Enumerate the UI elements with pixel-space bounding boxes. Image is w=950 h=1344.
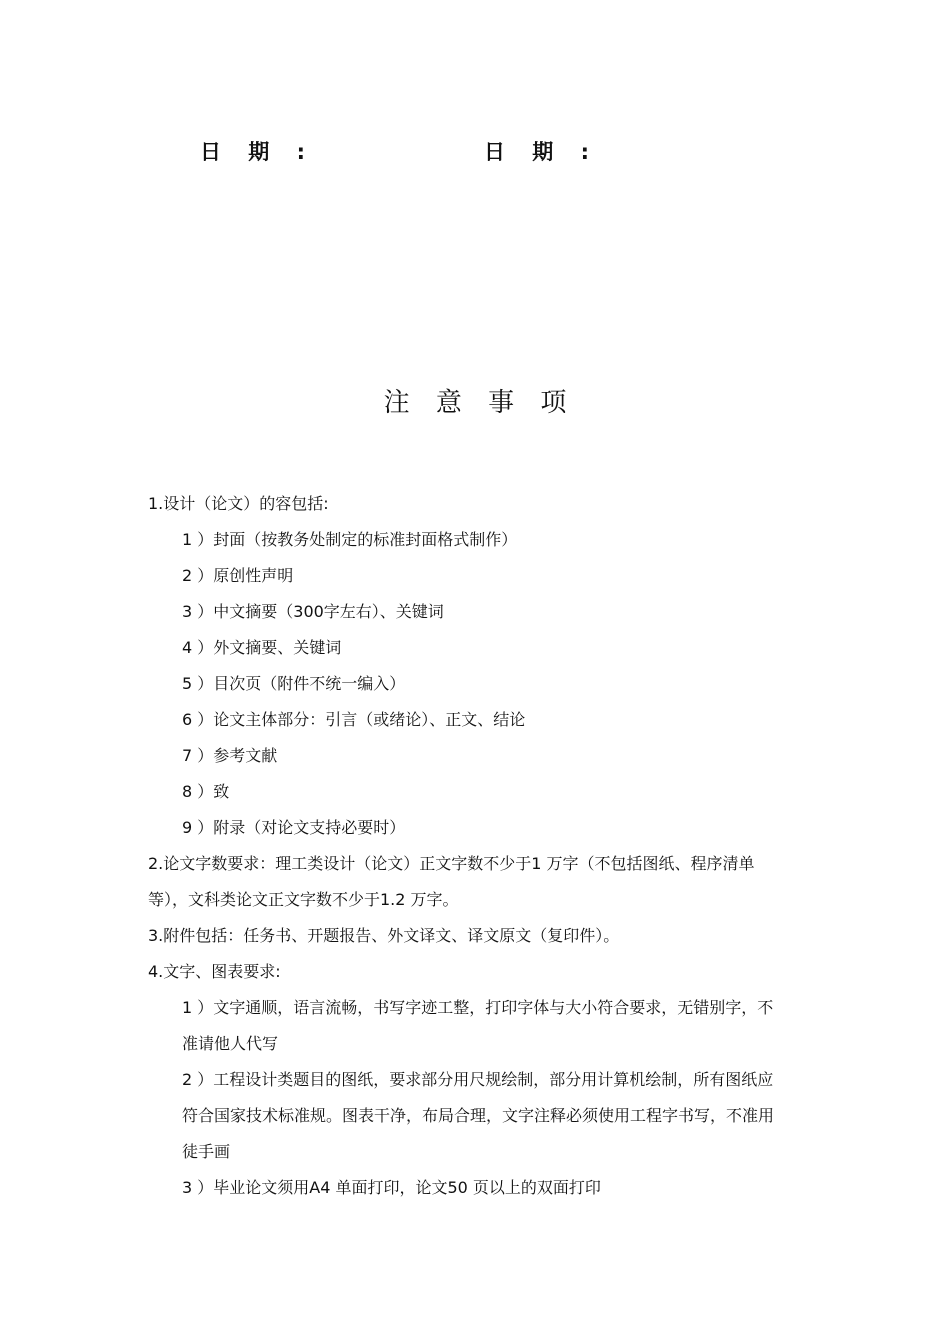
- item-1-heading: 1.设计（论文）的容包括:: [148, 494, 329, 513]
- item-2-continuation: 等），文科类论文正文字数不少于1.2 万字。: [148, 890, 459, 909]
- item-1-sub-4: 4 ）外文摘要、关键词: [182, 638, 342, 657]
- item-4-sub-2-cont-1: 符合国家技术标准规。图表干净，布局合理，文字注释必须使用工程字书写，不准用: [182, 1106, 775, 1125]
- item-4-sub-3: 3 ）毕业论文须用A4 单面打印，论文50 页以上的双面打印: [182, 1178, 601, 1197]
- date-label-left: 日 期 :: [200, 140, 316, 164]
- item-3-heading: 3.附件包括：任务书、开题报告、外文译文、译文原文（复印件）。: [148, 926, 620, 945]
- date-label-right: 日 期 :: [484, 140, 600, 164]
- item-4-sub-1: 1 ）文字通顺，语言流畅，书写字迹工整，打印字体与大小符合要求，无错别字，不: [182, 998, 774, 1017]
- item-1-sub-2: 2 ）原创性声明: [182, 566, 294, 585]
- item-1-sub-1: 1 ）封面（按教务处制定的标准封面格式制作）: [182, 530, 518, 549]
- item-1-sub-9: 9 ）附录（对论文支持必要时）: [182, 818, 406, 837]
- item-1-sub-6: 6 ）论文主体部分：引言（或绪论）、正文、结论: [182, 710, 526, 729]
- item-1-sub-8: 8 ）致: [182, 782, 230, 801]
- item-1-sub-7: 7 ）参考文献: [182, 746, 278, 765]
- item-4-sub-2: 2 ）工程设计类题目的图纸，要求部分用尺规绘制，部分用计算机绘制，所有图纸应: [182, 1070, 774, 1089]
- item-4-sub-2-cont-2: 徒手画: [182, 1142, 231, 1161]
- item-1-sub-3: 3 ）中文摘要（300字左右）、关键词: [182, 602, 444, 621]
- item-4-sub-1-cont: 准请他人代写: [182, 1034, 279, 1053]
- item-2-heading: 2.论文字数要求：理工类设计（论文）正文字数不少于1 万字（不包括图纸、程序清单: [148, 854, 755, 873]
- item-4-heading: 4.文字、图表要求:: [148, 962, 281, 981]
- item-1-sub-5: 5 ）目次页（附件不统一编入）: [182, 674, 406, 693]
- page-title: 注 意 事 项: [383, 388, 576, 418]
